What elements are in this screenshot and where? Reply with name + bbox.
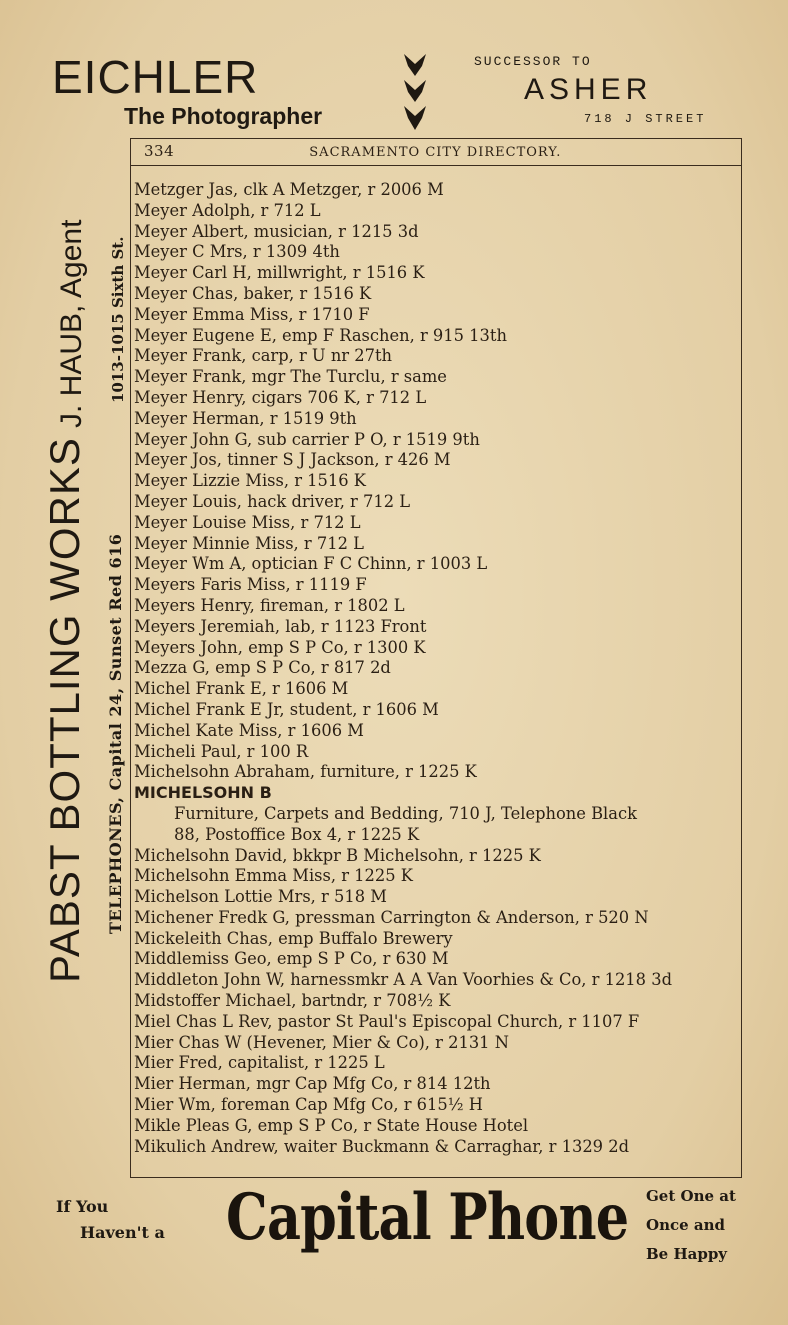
heading-rule bbox=[131, 165, 741, 166]
page-number: 334 bbox=[144, 142, 175, 160]
directory-entry: Mier Fred, capitalist, r 1225 L bbox=[134, 1053, 385, 1073]
directory-entry: Michelson Lottie Mrs, r 518 M bbox=[134, 887, 387, 907]
street-address: 718 J STREET bbox=[584, 112, 707, 126]
directory-entry: Michel Frank E, r 1606 M bbox=[134, 679, 349, 699]
directory-title: SACRAMENTO CITY DIRECTORY. bbox=[309, 145, 562, 160]
directory-entry: Meyer Carl H, millwright, r 1516 K bbox=[134, 263, 425, 283]
telephones-line: TELEPHONES, Capital 24, Sunset Red 616 bbox=[106, 533, 125, 934]
directory-entry: Midstoffer Michael, bartndr, r 708½ K bbox=[134, 991, 451, 1011]
directory-entry: Michelsohn Emma Miss, r 1225 K bbox=[134, 866, 413, 886]
directory-entry: Mier Herman, mgr Cap Mfg Co, r 814 12th bbox=[134, 1074, 491, 1094]
directory-entry: Mikle Pleas G, emp S P Co, r State House Hotel bbox=[134, 1115, 529, 1135]
directory-entry: Meyer Eugene E, emp F Raschen, r 915 13th bbox=[134, 325, 507, 345]
directory-entry: Meyer Chas, baker, r 1516 K bbox=[134, 283, 372, 303]
footer-right-line2: Once and bbox=[646, 1216, 725, 1234]
footer-advertisement bbox=[0, 1180, 788, 1325]
directory-entry: Michel Frank E Jr, student, r 1606 M bbox=[134, 699, 439, 719]
directory-entry: Meyer Adolph, r 712 L bbox=[134, 200, 321, 220]
directory-entry: Meyers Jeremiah, lab, r 1123 Front bbox=[134, 616, 427, 636]
directory-entry: MICHELSOHN B bbox=[134, 783, 272, 803]
footer-left-line1: If You bbox=[56, 1197, 109, 1216]
directory-entry: Michener Fredk G, pressman Carrington & Anderson, r 520 N bbox=[134, 907, 649, 927]
directory-entry: Meyer Frank, mgr The Turclu, r same bbox=[134, 367, 447, 387]
directory-entry: Meyer Henry, cigars 706 K, r 712 L bbox=[134, 387, 427, 407]
directory-entry: Meyer Jos, tinner S J Jackson, r 426 M bbox=[134, 450, 451, 470]
directory-entry: Meyer Frank, carp, r U nr 27th bbox=[134, 346, 393, 366]
directory-entry: Micheli Paul, r 100 R bbox=[134, 741, 309, 761]
directory-entry: Meyer Louise Miss, r 712 L bbox=[134, 512, 361, 532]
footer-right-line3: Be Happy bbox=[646, 1245, 728, 1263]
photographer-subtitle: The Photographer bbox=[124, 103, 323, 129]
directory-entry: Meyer Minnie Miss, r 712 L bbox=[134, 533, 364, 553]
directory-entry: Miel Chas L Rev, pastor St Paul's Episcopal Church, r 1107 F bbox=[134, 1011, 640, 1031]
directory-entry: Furniture, Carpets and Bedding, 710 J, Telephone Black bbox=[174, 803, 637, 823]
successor-label: SUCCESSOR TO bbox=[474, 54, 592, 69]
directory-entry: Michel Kate Miss, r 1606 M bbox=[134, 720, 364, 740]
directory-entry: Meyer John G, sub carrier P O, r 1519 9th bbox=[134, 429, 480, 449]
directory-entry: Meyer Albert, musician, r 1215 3d bbox=[134, 221, 419, 241]
footer-right-line1: Get One at bbox=[646, 1187, 736, 1205]
directory-entry: Mier Wm, foreman Cap Mfg Co, r 615½ H bbox=[134, 1095, 483, 1115]
directory-entry: Meyer Emma Miss, r 1710 F bbox=[134, 304, 370, 324]
directory-entry: Meyers Faris Miss, r 1119 F bbox=[134, 575, 367, 595]
directory-entry: Mikulich Andrew, waiter Buckmann & Carraghar, r 1329 2d bbox=[134, 1136, 629, 1156]
directory-entry: Meyer Herman, r 1519 9th bbox=[134, 408, 357, 428]
directory-entry: Meyer Wm A, optician F C Chinn, r 1003 L bbox=[134, 554, 488, 574]
directory-entry: Middlemiss Geo, emp S P Co, r 630 M bbox=[134, 949, 449, 969]
page-heading bbox=[144, 142, 561, 160]
directory-entry: Meyer Louis, hack driver, r 712 L bbox=[134, 491, 411, 511]
sidebar-advertisement bbox=[0, 138, 128, 1178]
sixth-street-address: 1013-1015 Sixth St. bbox=[109, 236, 127, 403]
directory-entry: Metzger Jas, clk A Metzger, r 2006 M bbox=[134, 180, 444, 199]
haub-agent: J. HAUB, Agent bbox=[55, 219, 88, 428]
directory-entry: Meyers John, emp S P Co, r 1300 K bbox=[134, 637, 426, 657]
eichler-name: EICHLER bbox=[52, 51, 259, 103]
capital-phone-slogan: Capital Phone bbox=[226, 1180, 629, 1255]
footer-left-line2: Haven't a bbox=[80, 1223, 165, 1242]
asher-name: ASHER bbox=[524, 73, 653, 106]
directory-entry: Michelsohn David, bkkpr B Michelsohn, r 1225 K bbox=[134, 845, 541, 865]
footer-left-text bbox=[56, 1194, 165, 1246]
directory-entry: Mezza G, emp S P Co, r 817 2d bbox=[134, 658, 391, 678]
directory-entry: Middleton John W, harnessmkr A A Van Voorhies & Co, r 1218 3d bbox=[134, 970, 672, 990]
pabst-brand: PABST BOTTLING WORKS bbox=[41, 437, 88, 983]
directory-entry: 88, Postoffice Box 4, r 1225 K bbox=[174, 824, 420, 844]
ornament-icon bbox=[400, 52, 430, 134]
directory-listing bbox=[134, 180, 742, 1157]
directory-entry: Mickeleith Chas, emp Buffalo Brewery bbox=[134, 928, 453, 948]
page-header bbox=[0, 0, 788, 135]
directory-entry: Michelsohn Abraham, furniture, r 1225 K bbox=[134, 762, 477, 782]
footer-right-text bbox=[646, 1182, 736, 1269]
directory-entry: Meyer Lizzie Miss, r 1516 K bbox=[134, 471, 366, 491]
directory-entry: Meyer C Mrs, r 1309 4th bbox=[134, 242, 340, 262]
directory-entry: Mier Chas W (Hevener, Mier & Co), r 2131 N bbox=[134, 1032, 509, 1052]
directory-entry: Meyers Henry, fireman, r 1802 L bbox=[134, 595, 405, 615]
